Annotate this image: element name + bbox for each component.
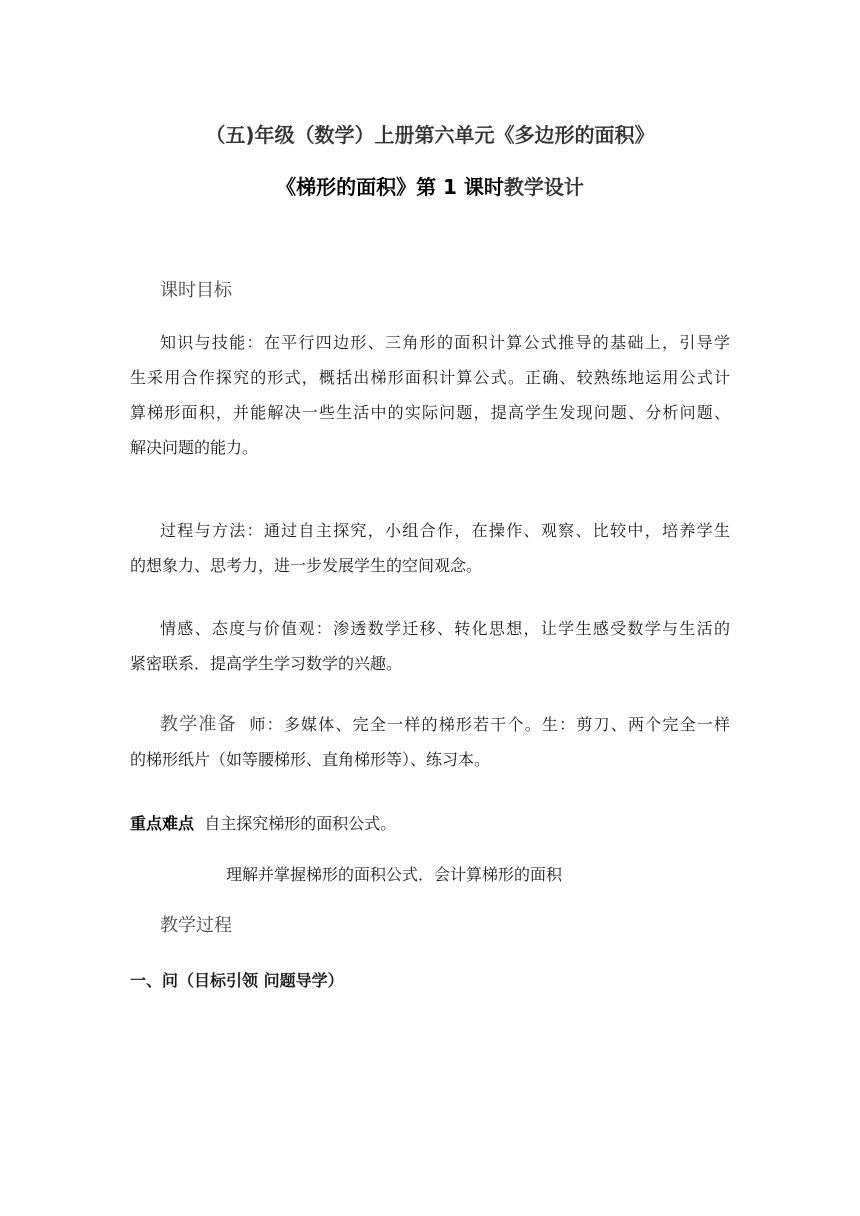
- paragraph-line: [130, 712, 730, 738]
- process-step-1-heading: 一、问（目标引领 问题导学）: [130, 971, 344, 990]
- lesson-design-suffix: 教学设计: [503, 175, 584, 199]
- paragraph-line: 的想象力、思考力，进一步发展学生的空间观念。: [130, 556, 483, 575]
- key-points-label: 重点难点: [130, 814, 195, 833]
- lesson-name: 《梯形的面积》第 1 课时: [276, 175, 504, 199]
- paragraph-line: 生采用合作探究的形式，概括出梯形面积计算公式。正确、较熟练地运用公式计: [130, 368, 730, 387]
- preparation-first-line: 师：多媒体、完全一样的梯形若干个。生：剪刀、两个完全一样: [249, 715, 730, 734]
- paragraph-line: 紧密联系．提高学生学习数学的兴趣。: [130, 654, 403, 673]
- paragraph-line: 情感、态度与价值观：渗透数学迁移、转化思想，让学生感受数学与生活的: [160, 619, 730, 638]
- teaching-process-heading: 教学过程: [160, 915, 232, 936]
- key-points-line: [130, 811, 396, 837]
- paragraph-line: 算梯形面积，并能解决一些生活中的实际问题，提高学生发现问题、分析问题、: [130, 403, 730, 422]
- document-title-line-2: [0, 173, 860, 201]
- difficulty-point-text: 理解并掌握梯形的面积公式．会计算梯形的面积: [226, 865, 563, 884]
- document-title-line-1: [0, 121, 860, 149]
- preparation-label: 教学准备: [160, 714, 237, 735]
- emotion-values-paragraph: [130, 616, 730, 677]
- teaching-preparation-paragraph: [130, 712, 730, 773]
- knowledge-skills-paragraph: [130, 330, 730, 461]
- objectives-heading: 课时目标: [160, 280, 232, 301]
- paragraph-line: 过程与方法：通过自主探究，小组合作，在操作、观察、比较中，培养学生: [160, 521, 730, 540]
- title-line-1-text: （五)年级（数学）上册第六单元《多边形的面积》: [205, 123, 655, 147]
- key-point-text: 自主探究梯形的面积公式。: [204, 814, 397, 833]
- paragraph-line: 的梯形纸片（如等腰梯形、直角梯形等）、练习本。: [130, 750, 491, 769]
- paragraph-line: 知识与技能：在平行四边形、三角形的面积计算公式推导的基础上，引导学: [160, 333, 730, 352]
- process-methods-paragraph: [130, 518, 730, 579]
- paragraph-line: 解决问题的能力。: [130, 438, 259, 457]
